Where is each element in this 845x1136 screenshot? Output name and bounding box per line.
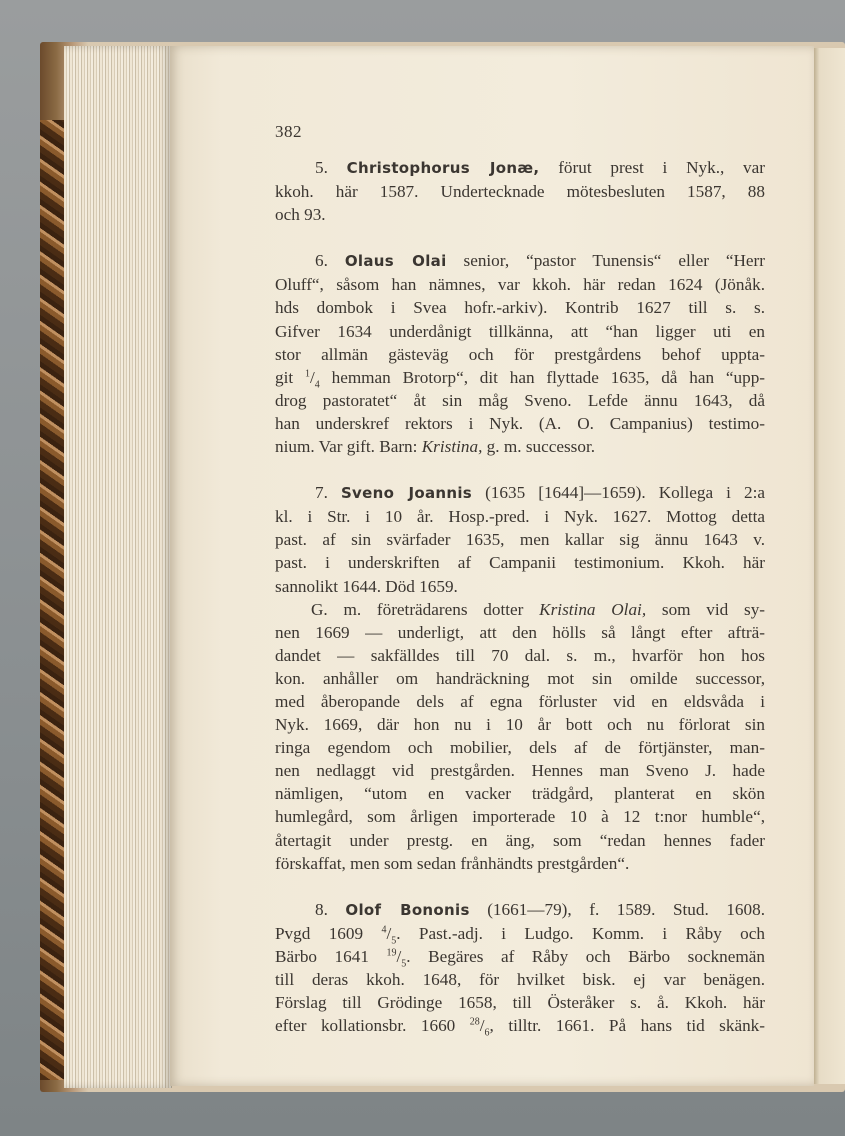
page-number: 382 (275, 122, 302, 141)
text-line: 8. Olof Bononis (1661—79), f. 1589. Stud. 1608. (315, 899, 765, 919)
text-line: 7. Sveno Joannis (1635 [1644]—1659). Kollega i 2:a (315, 483, 766, 503)
marbled-edge (40, 120, 64, 1080)
text-line: med åberopande dels af egna förluster vid en eldsvåda i (275, 691, 765, 711)
text-line: kkoh. här 1587. Undertecknade mötesbesluten 1587, 88 (275, 182, 765, 202)
page-text (275, 156, 765, 1060)
text-line: nen nedlaggt vid prestgården. Hennes man Sveno J. hade (275, 761, 765, 781)
text-line: nen 1669 — underligt, att den hölls så långt efter afträ- (275, 622, 765, 642)
text-line: återtagit under prestg. en äng, som “redan hennes fader (275, 830, 765, 850)
text-line: dandet — sakfälldes till 70 dal. s. m., hvarför hon hos (275, 645, 765, 665)
entry-8 (275, 898, 765, 1038)
text-line: Bärbo 1641 $^{19}/_5$. Begäres af Råby och Bärbo socknemän (275, 946, 765, 970)
text-line: och 93. (275, 205, 326, 225)
text-line: nämligen, “utom en vacker trädgård, planterat en skön (275, 784, 765, 804)
text-line: nium. Var gift. Barn: Kristina, g. m. successor. (275, 437, 596, 457)
entry-7-continued (275, 598, 765, 875)
text-line: 5. Christophorus Jonæ, förut prest i Nyk., var (315, 158, 766, 177)
text-line: sannolikt 1644. Död 1659. (275, 576, 458, 596)
text-line: förskaffat, men som sedan frånhändts prestgården“. (275, 853, 630, 873)
entry-name: Sveno Joannis (340, 484, 473, 503)
text-line: humlegård, som årligen importerade 10 à 12 t:nor humble“, (275, 807, 765, 827)
text-line: Förslag till Grödinge 1658, till Österåker s. å. Kkoh. här (275, 993, 765, 1013)
text-line: han underskref rektors i Nyk. (A. O. Campanius) testimo- (275, 413, 765, 433)
text-line: kl. i Str. i 10 år. Hosp.-pred. i Nyk. 1627. Mottog detta (275, 507, 765, 527)
text-line: ringa egendom och mobilier, dels af de förtjänster, man- (275, 738, 765, 758)
text-line: efter kollationsbr. 1660 $^{28}/_6$, tilltr. 1661. På hans tid skänk- (275, 1016, 765, 1039)
entry-6 (275, 249, 765, 458)
page-stack-edge (64, 46, 172, 1088)
entry-name: Olof Bononis (345, 900, 470, 919)
text-line: G. m. företrädarens dotter Kristina Olai, som vid sy- (311, 599, 766, 619)
text-line: Gifver 1634 underdånigt tillkänna, att “han ligger uti en (275, 321, 765, 341)
text-line: Pvgd 1609 $^4/_5$. Past.-adj. i Ludgo. Komm. i Råby och (275, 923, 765, 947)
text-line: 6. Olaus Olai senior, “pastor Tunensis“ eller “Herr (315, 251, 766, 271)
entry-5 (275, 156, 765, 226)
text-line: past. af sin svärfader 1635, men kallar sig ännu 1643 v. (275, 530, 765, 550)
text-line: past. i underskriften af Campanii testimonium. Kkoh. här (275, 553, 765, 573)
text-line: hds dombok i Svea hofr.-arkiv). Kontrib 1627 till s. s. (275, 298, 765, 318)
text-line: stor allmän gästeväg och för prestgårdens behof uppta- (275, 344, 765, 364)
next-leaf-edge (812, 48, 845, 1084)
text-line: kon. anhåller om handräckning mot sin omilde successor, (275, 668, 765, 688)
text-line: Nyk. 1669, där hon nu i 10 år bott och nu förlorat sin (275, 715, 765, 735)
text-line: Oluff“, såsom han nämnes, var kkoh. här redan 1624 (Jönåk. (275, 275, 765, 295)
text-line: till deras kkoh. 1648, för hvilket bisk. ej var benägen. (275, 970, 765, 989)
text-line: git $^1/_4$ hemman Brotorp“, dit han flyttade 1635, då han “upp- (275, 367, 766, 391)
entry-name: Olaus Olai (344, 252, 447, 271)
text-line: drog pastoratet“ åt sin måg Sveno. Lefde ännu 1643, då (275, 390, 765, 410)
entry-7 (275, 481, 765, 597)
entry-name: Christophorus Jonæ, (346, 159, 540, 177)
